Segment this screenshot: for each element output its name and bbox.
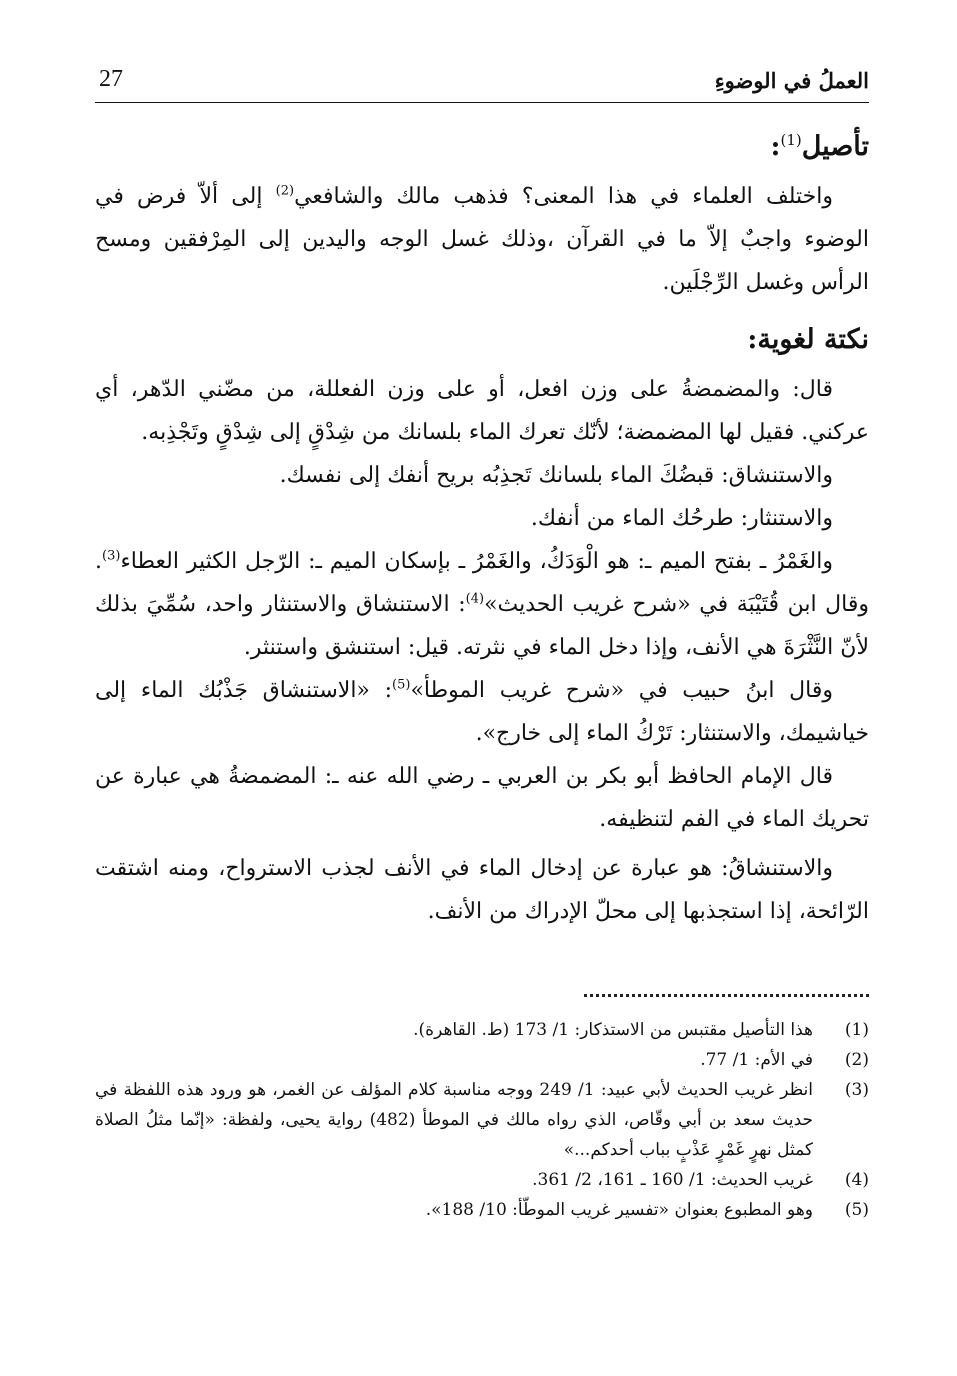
footnote-text: في الأم: 1/ 77. (700, 1050, 813, 1070)
footnote-number: (5) (844, 1200, 869, 1220)
footnote (95, 1075, 869, 1165)
paragraph: والاستنشاق: قبضُكَ الماء بلسانك تَجذِبُه بريح أنفك إلى نفسك. (279, 463, 833, 488)
paragraph: قال: والمضمضةُ على وزن افعل، أو على وزن الفعللة، من مضّني الدّهر، أي عركني. فقيل لها المضمضة؛ لأنّك تعرك الماء بلسانك من شِدْقٍ إلى شِدْقٍ وتَجْذِبه. (95, 377, 869, 445)
paragraph: وقال ابنُ حبيب في «شرح غريب الموطأ»$^{(5)}$: «الاستنشاق جَذْبُك الماء إلى خياشيمك، والاستنثار: تَرْكُ الماء إلى خارج». (95, 677, 869, 746)
footnote (95, 1195, 869, 1225)
footnote-ref: (4) (465, 591, 485, 607)
page-header (95, 62, 869, 103)
footnote-ref: (1) (780, 131, 802, 149)
footnote (95, 1045, 869, 1075)
heading-text: تأصيل (801, 131, 869, 162)
heading-colon: : (770, 131, 781, 162)
footnote-ref: (3) (102, 548, 121, 564)
footnote-ref: (2) (275, 183, 295, 199)
footnote-text: هذا التأصيل مقتبس من الاستذكار: 1/ 173 (ط. القاهرة). (413, 1020, 813, 1040)
footnote-number: (3) (844, 1080, 869, 1100)
running-title: العملُ في الوضوءِ (714, 68, 869, 93)
footnote-separator (584, 994, 869, 997)
page-body (95, 118, 869, 933)
footnote-number: (1) (844, 1020, 869, 1040)
paragraph: قال الإمام الحافظ أبو بكر بن العربي ـ رضي الله عنه ـ: المضمضةُ هي عبارة عن تحريك الماء في الفم لتنظيفه. (95, 764, 869, 832)
footnote-text: انظر غريب الحديث لأبي عبيد: 1/ 249 ووجه مناسبة كلام المؤلف عن الغمر، هو ورود هذه اللفظة في حديث سعد بن أبي وقّاص، الذي رواه مالك في الموطأ (482) رواية يحيى، ولفظة: «إنّما مثلُ الصلاة كمثل نهرٍ غَمْرٍ عَذْبٍ بباب أحدكم...» (95, 1080, 813, 1160)
paragraph: والغَمْرُ ـ بفتح الميم ـ: هو الْوَدَكُ، والغَمْرُ ـ بإسكان الميم ـ: الرّجل الكثير العطاء$^{(3)}$. وقال ابن قُتَيْبَة في «شرح غريب الحديث»$^{(4)}$: الاستنشاق والاستنثار واحد، سُمِّيَ بذلك لأنّ النَّثْرَةَ هي الأنف، وإذا دخل الماء في نثرته. قيل: استنشق واستنثر. (95, 548, 870, 660)
footnote-text: وهو المطبوع بعنوان «تفسير غريب الموطّأ: 10/ 188». (425, 1200, 813, 1220)
footnote-text: غريب الحديث: 1/ 160 ـ 161، 2/ 361. (532, 1170, 813, 1190)
paragraph: والاستنشاقُ: هو عبارة عن إدخال الماء في الأنف لجذب الاسترواح، ومنه اشتقت الرّائحة، إذا استجذبها إلى محلّ الإدراك من الأنف. (95, 856, 869, 924)
footnote (95, 1165, 869, 1195)
footnote-ref: (5) (392, 677, 411, 693)
paragraph: واختلف العلماء في هذا المعنى؟ فذهب مالك والشافعي$^{(2)}$ إلى ألاّ فرض في الوضوء واجبٌ إلاّ ما في القرآن ،وذلك غسل الوجه واليدين إلى المِرْفقين ومسح الرأس وغسل الرِّجْلَين. (95, 183, 869, 295)
section-heading-linguistic: نكتة لغوية: (747, 324, 869, 355)
section-heading-tasil (95, 118, 869, 169)
footnote-number: (2) (844, 1050, 869, 1070)
footnote-number: (4) (844, 1170, 869, 1190)
footnotes (95, 994, 869, 1225)
footnote (95, 1015, 869, 1045)
paragraph: والاستنثار: طرحُك الماء من أنفك. (530, 506, 833, 531)
page-number: 27 (99, 66, 123, 92)
